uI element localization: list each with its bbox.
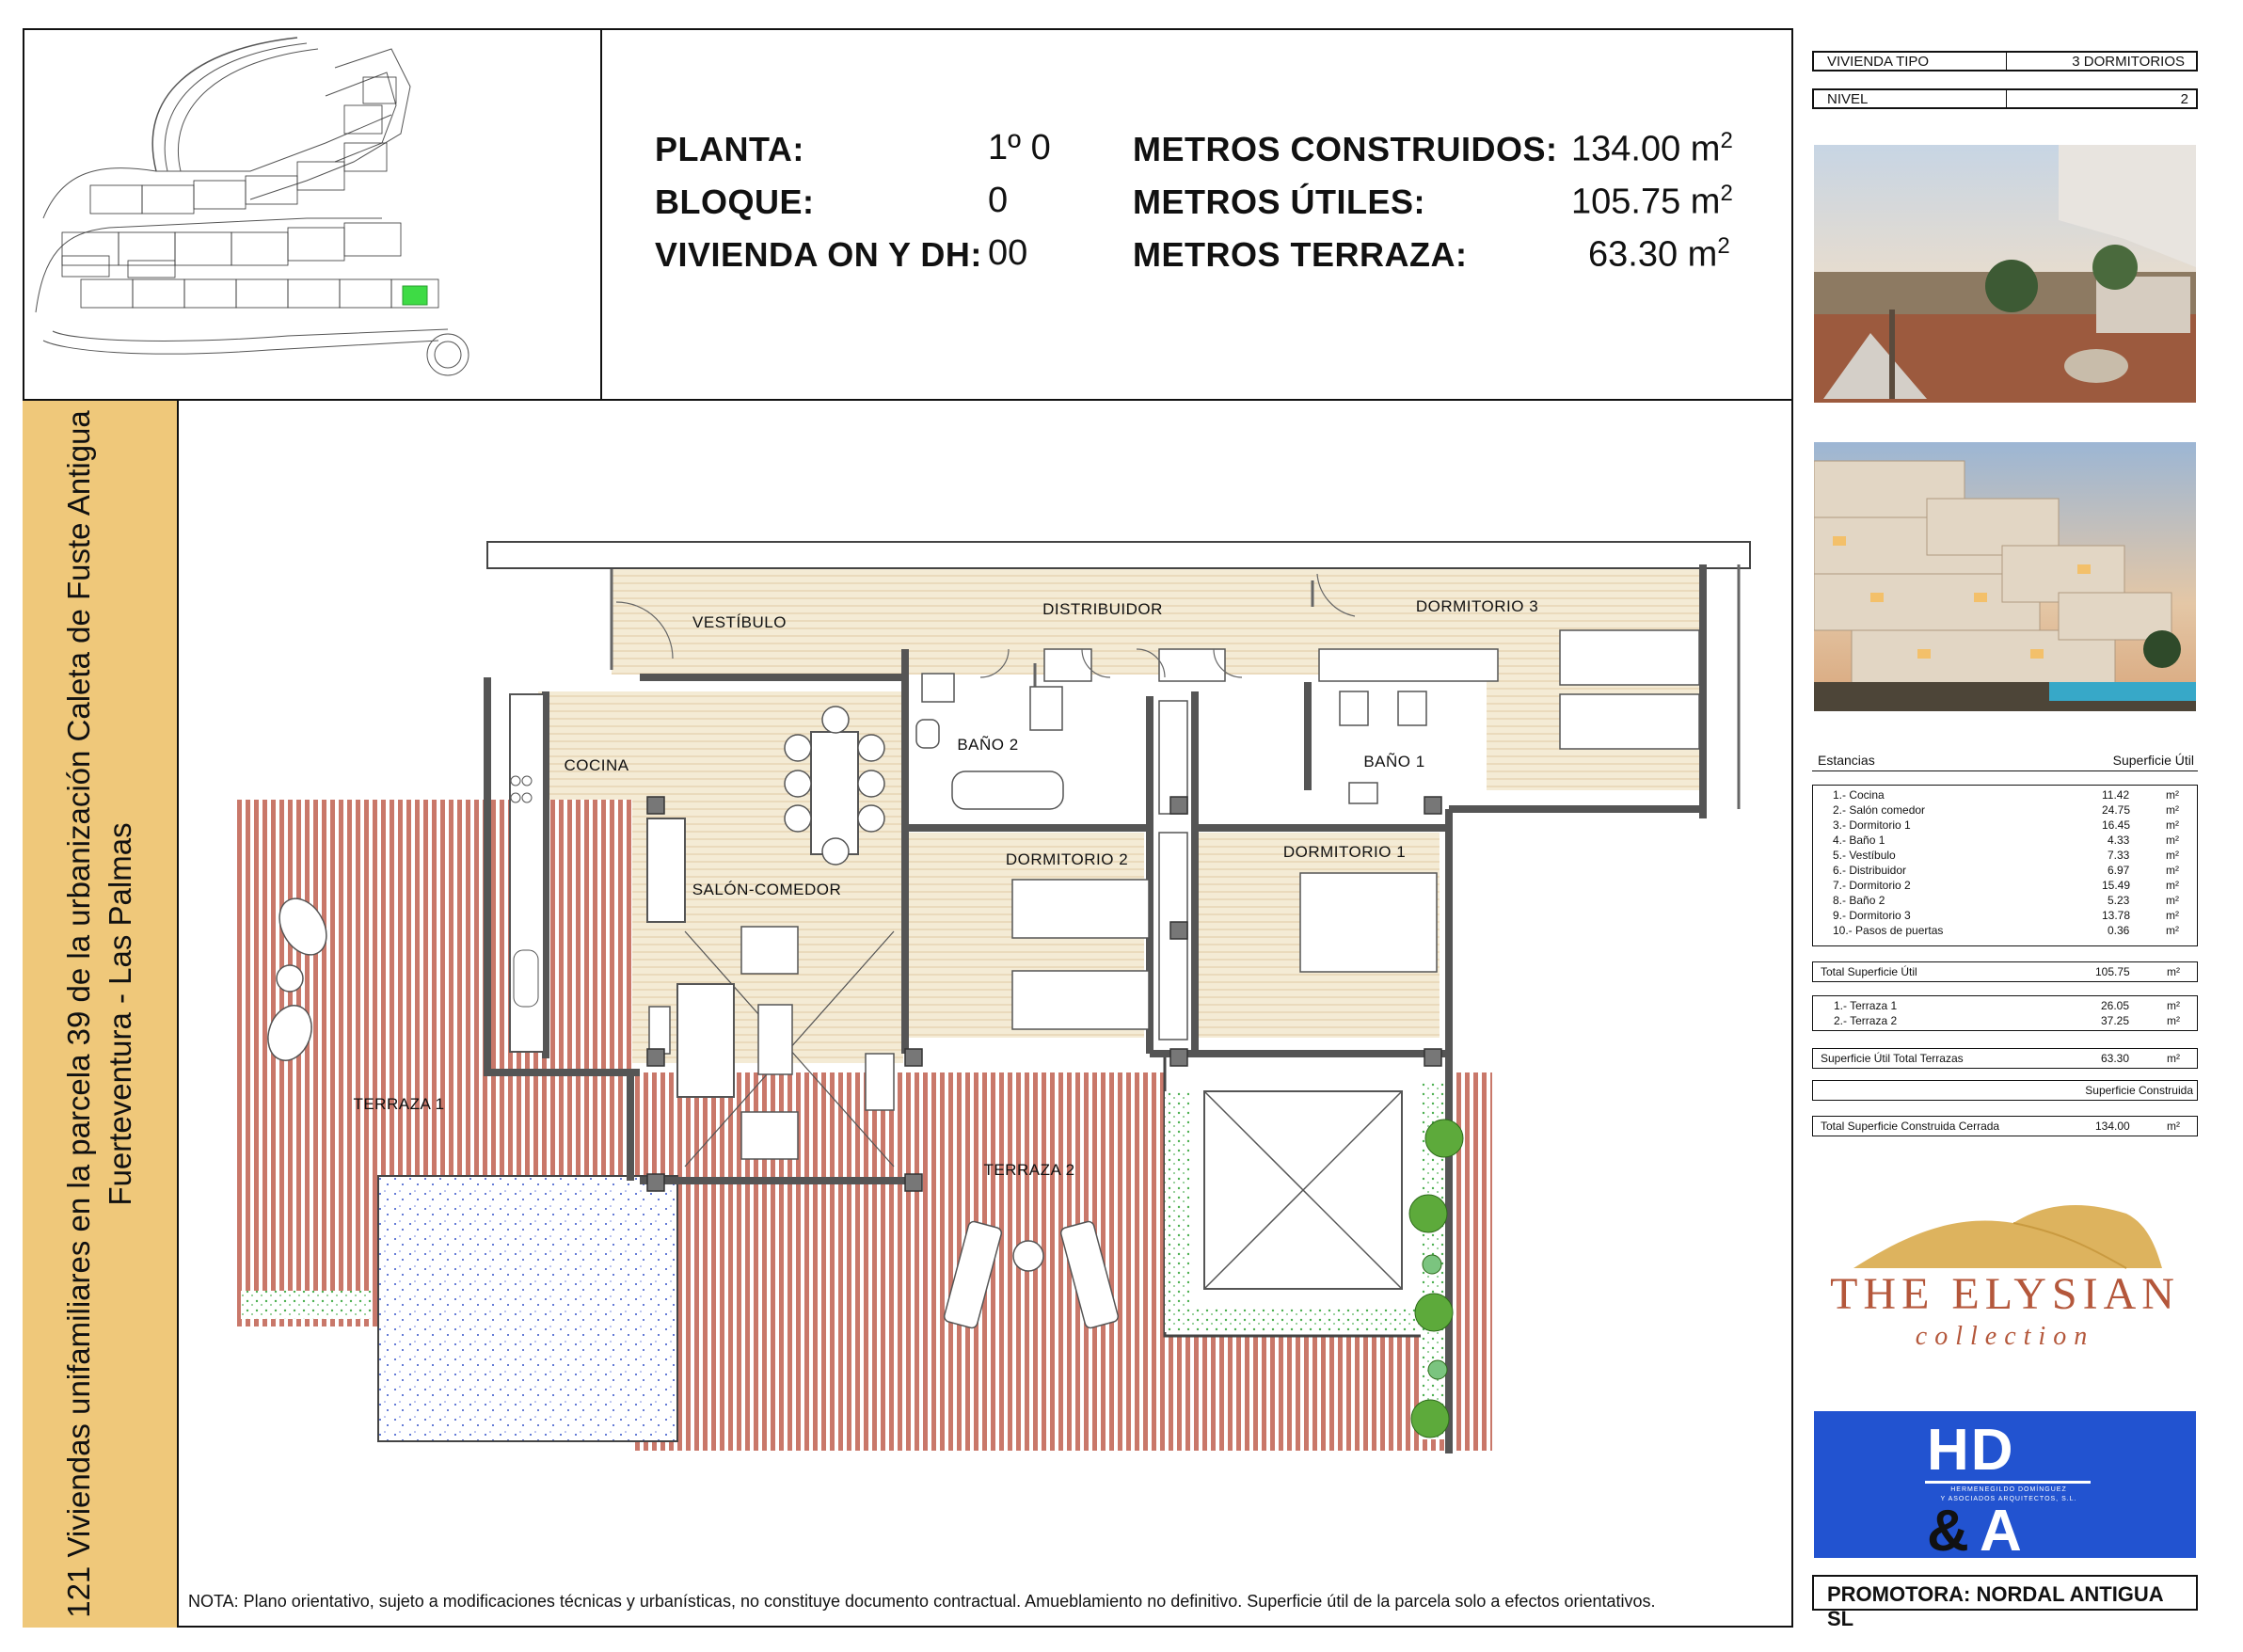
site-plan-drawing <box>24 30 600 399</box>
project-line-2: Fuerteventura - Las Palmas <box>103 822 137 1206</box>
label-dormitorio1: DORMITORIO 1 <box>1282 843 1407 861</box>
area-row-unit: m² <box>2166 879 2179 892</box>
hda-logo-small-1: HERMENEGILDO DOMÍNGUEZ <box>1950 1486 2067 1493</box>
area-row-value: 7.33 <box>2108 849 2130 862</box>
label-terraza1: TERRAZA 1 <box>353 1095 445 1113</box>
terraza-2-value: 37.25 <box>2101 1014 2130 1027</box>
total-terrazas-value: 63.30 <box>2101 1052 2130 1065</box>
terraza-label: METROS TERRAZA: <box>1133 235 1468 274</box>
vivienda-label: VIVIENDA ON Y DH: <box>655 235 982 274</box>
terraza-2-unit: m² <box>2167 1014 2180 1027</box>
total-construida-unit: m² <box>2167 1120 2180 1133</box>
area-row-unit: m² <box>2166 834 2179 847</box>
hda-logo-rule <box>1925 1481 2091 1484</box>
nivel-row <box>1812 88 2198 109</box>
vivienda-tipo-row <box>1812 51 2198 71</box>
area-row-unit: m² <box>2166 788 2179 802</box>
area-row-value: 5.23 <box>2108 894 2130 907</box>
area-row-value: 0.36 <box>2108 924 2130 937</box>
total-construida-label: Total Superficie Construida Cerrada <box>1821 1120 2000 1133</box>
hda-logo-top: HD <box>1927 1418 2015 1483</box>
area-row-name: 3.- Dormitorio 1 <box>1833 818 1911 832</box>
area-row-unit: m² <box>2166 818 2179 832</box>
area-row-unit: m² <box>2166 924 2179 937</box>
area-row-name: 10.- Pasos de puertas <box>1833 924 1944 937</box>
area-row-name: 6.- Distribuidor <box>1833 864 1907 877</box>
area-row-value: 16.45 <box>2102 818 2131 832</box>
area-row-unit: m² <box>2166 909 2179 922</box>
planta-label: PLANTA: <box>655 130 804 168</box>
construidos-number: 134.00 m <box>1571 129 1721 169</box>
total-terrazas-row <box>1812 1048 2198 1069</box>
label-bano2: BAÑO 2 <box>957 736 1019 754</box>
project-line-1: 121 Viviendas unifamiliares en la parcela 39 de la urbanización Caleta de Fuste Antigua <box>61 410 96 1618</box>
total-util-unit: m² <box>2167 965 2180 978</box>
utiles-label: METROS ÚTILES: <box>1133 183 1425 221</box>
area-row-unit: m² <box>2166 849 2179 862</box>
site-plan <box>23 28 602 401</box>
label-salon: SALÓN-COMEDOR <box>692 881 842 898</box>
hda-logo-bottom: A <box>1980 1499 2022 1564</box>
elysian-dune-logo <box>1844 1195 2164 1270</box>
area-row-value: 11.42 <box>2102 788 2130 802</box>
info-panel <box>602 28 1793 401</box>
project-title-vertical <box>58 410 141 1618</box>
label-vestibulo: VESTÍBULO <box>692 613 787 631</box>
floor-plan <box>216 527 1759 1468</box>
label-bano1: BAÑO 1 <box>1363 753 1425 770</box>
construida-header-row <box>1812 1080 2198 1101</box>
area-row-unit: m² <box>2166 864 2179 877</box>
area-row-name: 4.- Baño 1 <box>1833 834 1885 847</box>
vivienda-tipo-label: VIVIENDA TIPO <box>1827 54 1930 70</box>
vivienda-value: 00 <box>988 233 1028 273</box>
sq-sup: 2 <box>1717 233 1730 259</box>
area-row-name: 8.- Baño 2 <box>1833 894 1885 907</box>
unit-highlight <box>403 286 427 305</box>
label-cocina: COCINA <box>564 756 629 774</box>
total-util-value: 105.75 <box>2095 965 2130 978</box>
terraces-box <box>1812 995 2198 1031</box>
area-row-value: 13.78 <box>2102 909 2131 922</box>
hda-logo-small-2: Y ASOCIADOS ARQUITECTOS, S.L. <box>1940 1496 2077 1502</box>
utiles-value <box>1571 181 1733 223</box>
terraza-1-name: 1.- Terraza 1 <box>1834 999 1898 1012</box>
render-terrace-photo <box>1814 145 2196 403</box>
total-util-row <box>1812 961 2198 982</box>
label-distribuidor: DISTRIBUIDOR <box>1042 600 1163 618</box>
construidos-label: METROS CONSTRUIDOS: <box>1133 130 1558 168</box>
terraza-2-name: 2.- Terraza 2 <box>1834 1014 1898 1027</box>
areas-header-right: Superficie Útil <box>2112 753 2194 768</box>
project-side-band <box>23 401 179 1628</box>
bloque-value: 0 <box>988 181 1009 220</box>
sq-sup: 2 <box>1720 181 1733 206</box>
area-row-value: 4.33 <box>2108 834 2130 847</box>
render-building-photo <box>1814 442 2196 711</box>
area-row-name: 5.- Vestíbulo <box>1833 849 1896 862</box>
area-row-name: 7.- Dormitorio 2 <box>1833 879 1911 892</box>
label-dormitorio3: DORMITORIO 3 <box>1415 597 1539 615</box>
disclaimer-note: NOTA: Plano orientativo, sujeto a modificaciones técnicas y urbanísticas, no constituye documento contractual. Amueblamiento no definitivo. Superficie útil de la parcela solo a efectos orientativos. <box>188 1592 1656 1611</box>
areas-header-left: Estancias <box>1818 753 1875 768</box>
construidos-value <box>1571 128 1733 170</box>
construida-header: Superficie Construida <box>2085 1084 2193 1097</box>
area-row-name: 1.- Cocina <box>1833 788 1885 802</box>
bloque-label: BLOQUE: <box>655 183 815 221</box>
elysian-title: THE ELYSIAN <box>1830 1269 2180 1319</box>
area-row-value: 24.75 <box>2102 803 2131 817</box>
nivel-value: 2 <box>2180 91 2188 107</box>
nivel-label: NIVEL <box>1827 91 1869 107</box>
area-row-unit: m² <box>2166 894 2179 907</box>
promotora-box: PROMOTORA: NORDAL ANTIGUA SL <box>1812 1575 2198 1611</box>
elysian-subtitle: collection <box>1915 1322 2095 1351</box>
total-construida-row <box>1812 1116 2198 1136</box>
hda-logo <box>1814 1411 2196 1564</box>
utiles-number: 105.75 m <box>1571 182 1721 222</box>
terraza-number: 63.30 m <box>1588 234 1718 275</box>
area-row-unit: m² <box>2166 803 2179 817</box>
area-row-value: 6.97 <box>2108 864 2130 877</box>
area-row-value: 15.49 <box>2102 879 2131 892</box>
vivienda-tipo-value: 3 DORMITORIOS <box>2072 54 2185 70</box>
total-terrazas-unit: m² <box>2167 1052 2180 1065</box>
total-terrazas-label: Superficie Útil Total Terrazas <box>1821 1052 1964 1065</box>
terraza-1-value: 26.05 <box>2101 999 2130 1012</box>
planta-value: 1º 0 <box>988 128 1051 167</box>
areas-header <box>1812 749 2198 771</box>
terraza-1-unit: m² <box>2167 999 2180 1012</box>
terraza-value <box>1588 233 1730 276</box>
total-construida-value: 134.00 <box>2095 1120 2130 1133</box>
label-dormitorio2: DORMITORIO 2 <box>1005 850 1129 868</box>
area-row-name: 9.- Dormitorio 3 <box>1833 909 1911 922</box>
label-terraza2: TERRAZA 2 <box>983 1161 1075 1179</box>
total-util-label: Total Superficie Útil <box>1821 965 1917 978</box>
area-row-name: 2.- Salón comedor <box>1833 803 1926 817</box>
sq-sup: 2 <box>1720 128 1733 153</box>
hda-logo-ampersand: & <box>1927 1499 1969 1564</box>
